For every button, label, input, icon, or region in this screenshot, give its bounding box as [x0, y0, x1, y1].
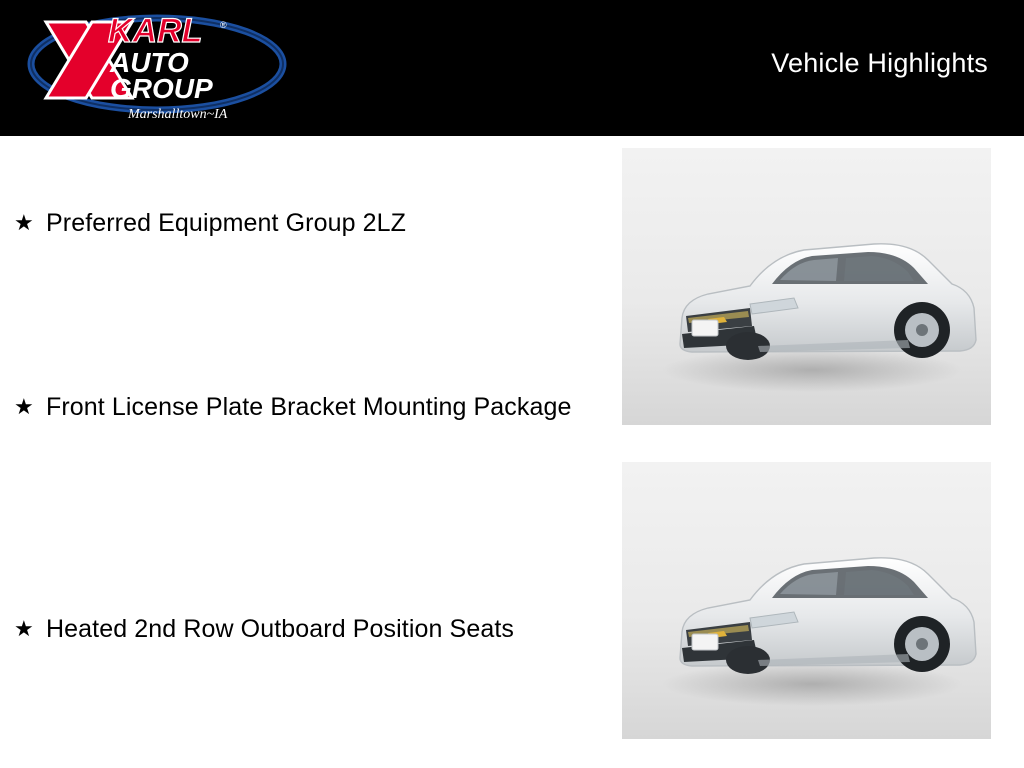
highlight-text: Front License Plate Bracket Mounting Package	[46, 393, 572, 421]
star-icon: ★	[14, 616, 34, 641]
svg-text:AUTO: AUTO	[110, 47, 189, 78]
star-icon: ★	[14, 394, 34, 419]
vehicle-photo	[622, 148, 991, 425]
list-item	[14, 206, 584, 240]
list-item	[14, 612, 584, 646]
svg-text:Marshalltown~IA: Marshalltown~IA	[128, 107, 228, 122]
svg-text:KARL: KARL	[108, 12, 203, 50]
highlight-text: Heated 2nd Row Outboard Position Seats	[46, 615, 514, 643]
star-icon: ★	[14, 210, 34, 235]
page-title: Vehicle Highlights	[771, 48, 988, 78]
highlight-text: Preferred Equipment Group 2LZ	[46, 209, 407, 237]
header-bar	[0, 0, 1024, 136]
vehicle-photo	[622, 462, 991, 739]
highlights-list	[0, 150, 600, 750]
svg-text:®: ®	[220, 20, 227, 30]
svg-text:GROUP: GROUP	[110, 73, 213, 104]
dealer-logo	[24, 6, 290, 132]
list-item	[14, 390, 584, 424]
